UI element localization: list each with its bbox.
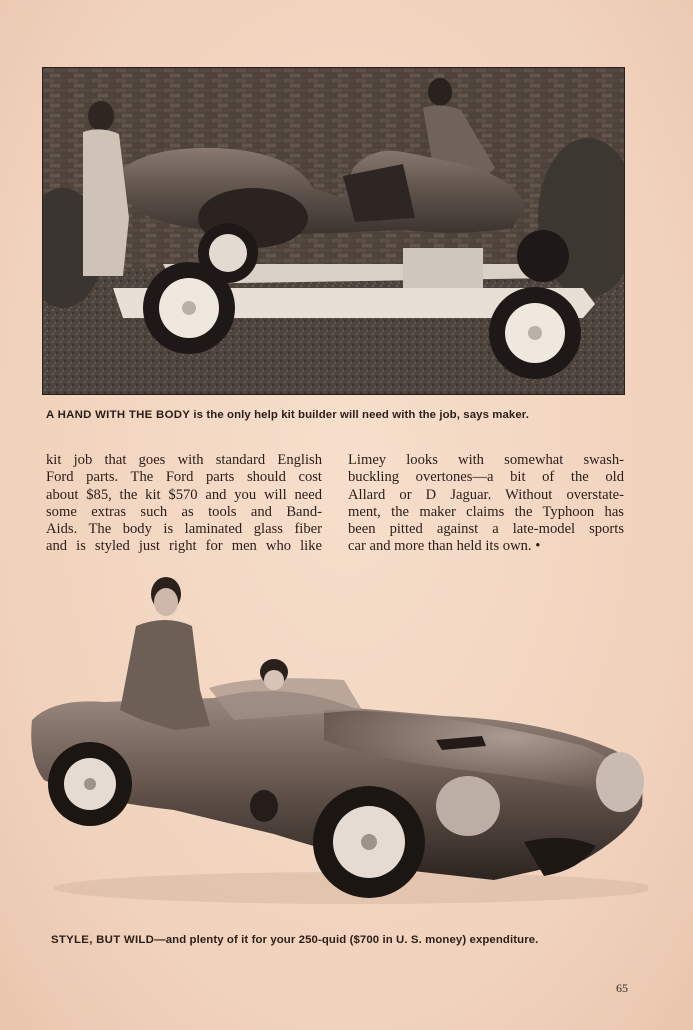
text-line: buckling overtones—a bit of the old	[348, 469, 624, 486]
text-line: Allard or D Jaguar. Without overstate-	[348, 486, 624, 503]
text-line: some extras such as tools and Band-	[46, 503, 322, 520]
article-column-left	[46, 452, 322, 556]
text-line: been pitted against a late-model sports	[348, 521, 624, 538]
top-photo-caption	[46, 409, 529, 421]
text-line: Ford parts. The Ford parts should cost	[46, 469, 322, 486]
top-photo-illustration	[43, 68, 624, 394]
bottom-photo	[24, 570, 648, 922]
caption-text: —and plenty of it for your 250-quid ($700 in U. S. money) expenditure.	[154, 934, 539, 946]
text-line: ment, the maker claims the Typhoon has	[348, 503, 624, 520]
text-line: Limey looks with somewhat swash-	[348, 452, 624, 468]
text-line: and is styled just right for men who like	[46, 538, 322, 555]
text-line: Aids. The body is laminated glass fiber	[46, 521, 322, 538]
caption-text: is the only help kit builder will need with the job, says maker.	[190, 409, 529, 421]
bottom-photo-illustration	[24, 570, 648, 922]
caption-lead: STYLE, BUT WILD	[51, 934, 155, 946]
page-number: 65	[616, 981, 628, 995]
bottom-photo-caption	[51, 934, 538, 946]
text-line: about $85, the kit $570 and you will need	[46, 486, 322, 503]
text-line: kit job that goes with standard English	[46, 452, 322, 468]
text-line: car and more than held its own. •	[348, 538, 541, 555]
caption-lead: A HAND WITH THE BODY	[46, 409, 191, 421]
article-column-right	[348, 452, 624, 556]
top-photo	[42, 67, 625, 395]
